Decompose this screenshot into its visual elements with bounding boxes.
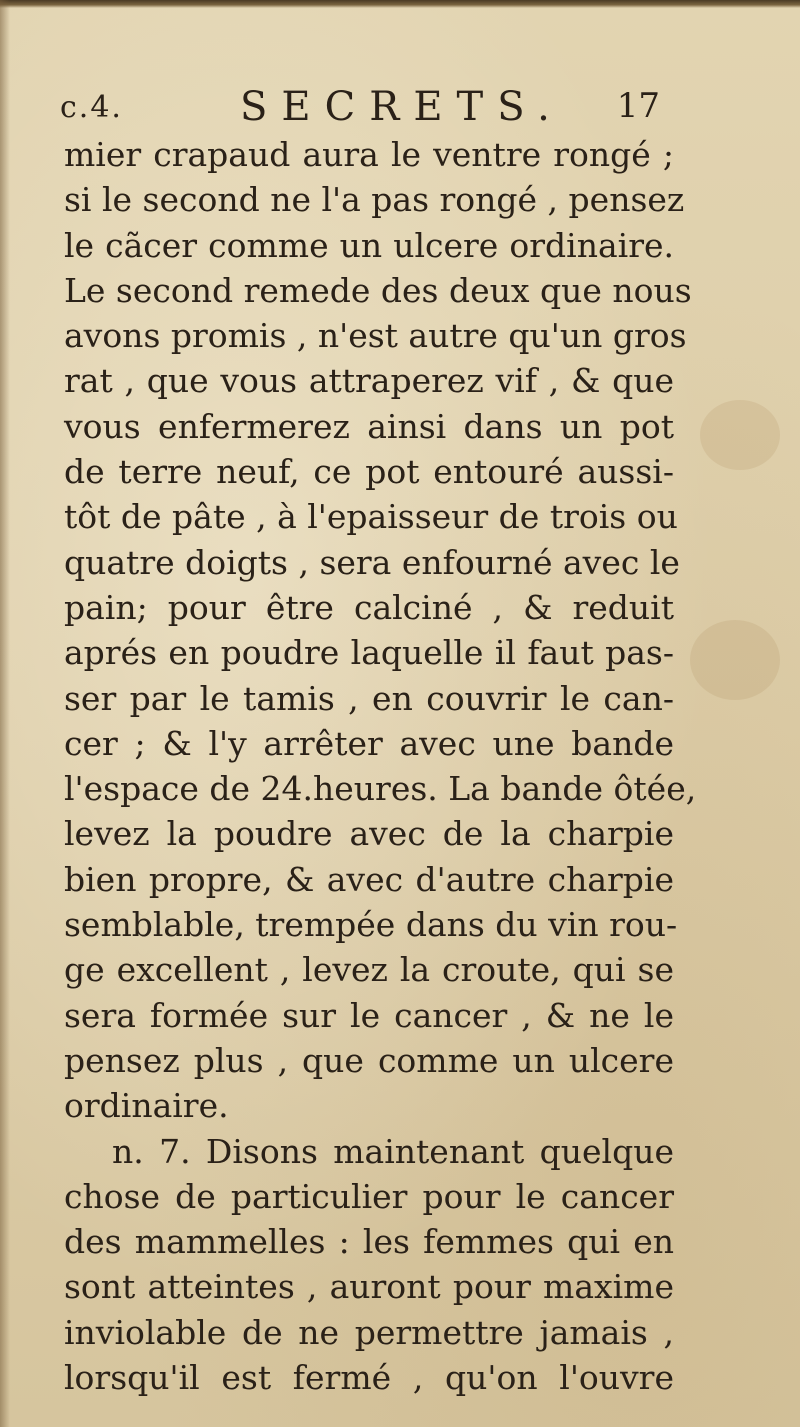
text-line: chose de particulier pour le cancer [64, 1176, 674, 1216]
signature-mark: c.4. [60, 90, 123, 125]
text-line: rat , que vous attraperez vif , & que [64, 361, 674, 401]
text-line: ge excellent , levez la croute, qui se [64, 950, 674, 990]
text-line: ser par le tamis , en couvrir le can- [64, 678, 674, 718]
text-line: inviolable de ne permettre jamais , [64, 1312, 674, 1352]
paper-stain [690, 620, 780, 700]
text-line: avons promis , n'est autre qu'un gros [64, 316, 687, 356]
page-number: 17 [616, 86, 660, 126]
page-gutter-shadow [0, 0, 10, 1427]
text-line: pain; pour être calciné , & reduit [64, 587, 674, 627]
text-line: mier crapaud aura le ventre rongé ; [64, 135, 674, 174]
text-line-paragraph-end: ordinaire. [64, 1086, 229, 1126]
text-line: tôt de pâte , à l'epaisseur de trois ou [64, 497, 678, 537]
text-line: sont atteintes , auront pour maxime [64, 1267, 674, 1307]
text-line: cer ; & l'y arrêter avec une bande [64, 723, 674, 763]
running-title: SECRETS. [240, 84, 564, 130]
text-line: le cãcer comme un ulcere ordinaire. [64, 225, 674, 265]
body-text [64, 132, 697, 1400]
text-line: lorsqu'il est fermé , qu'on l'ouvre [64, 1358, 674, 1398]
text-line-paragraph-start: n. 7. Disons maintenant quelque [112, 1131, 674, 1171]
text-line: si le second ne l'a pas rongé , pensez [64, 180, 685, 220]
text-line: vous enfermerez ainsi dans un pot [64, 406, 674, 446]
paper-stain [700, 400, 780, 470]
text-line: de terre neuf, ce pot entouré aussi- [64, 452, 674, 492]
page-top-edge [0, 0, 800, 8]
running-header [60, 84, 660, 134]
text-line: levez la poudre avec de la charpie [64, 814, 674, 854]
text-line: sera formée sur le cancer , & ne le [64, 995, 674, 1035]
text-line: pensez plus , que comme un ulcere [64, 1040, 674, 1080]
text-line: Le second remede des deux que nous [64, 270, 692, 310]
text-line: des mammelles : les femmes qui en [64, 1222, 674, 1262]
text-line: aprés en poudre laquelle il faut pas- [64, 633, 674, 673]
text-line: semblable, trempée dans du vin rou- [64, 905, 678, 945]
text-line: l'espace de 24.heures. La bande ôtée, [64, 769, 697, 809]
text-line: quatre doigts , sera enfourné avec le [64, 542, 680, 582]
text-line: bien propre, & avec d'autre charpie [64, 859, 674, 899]
